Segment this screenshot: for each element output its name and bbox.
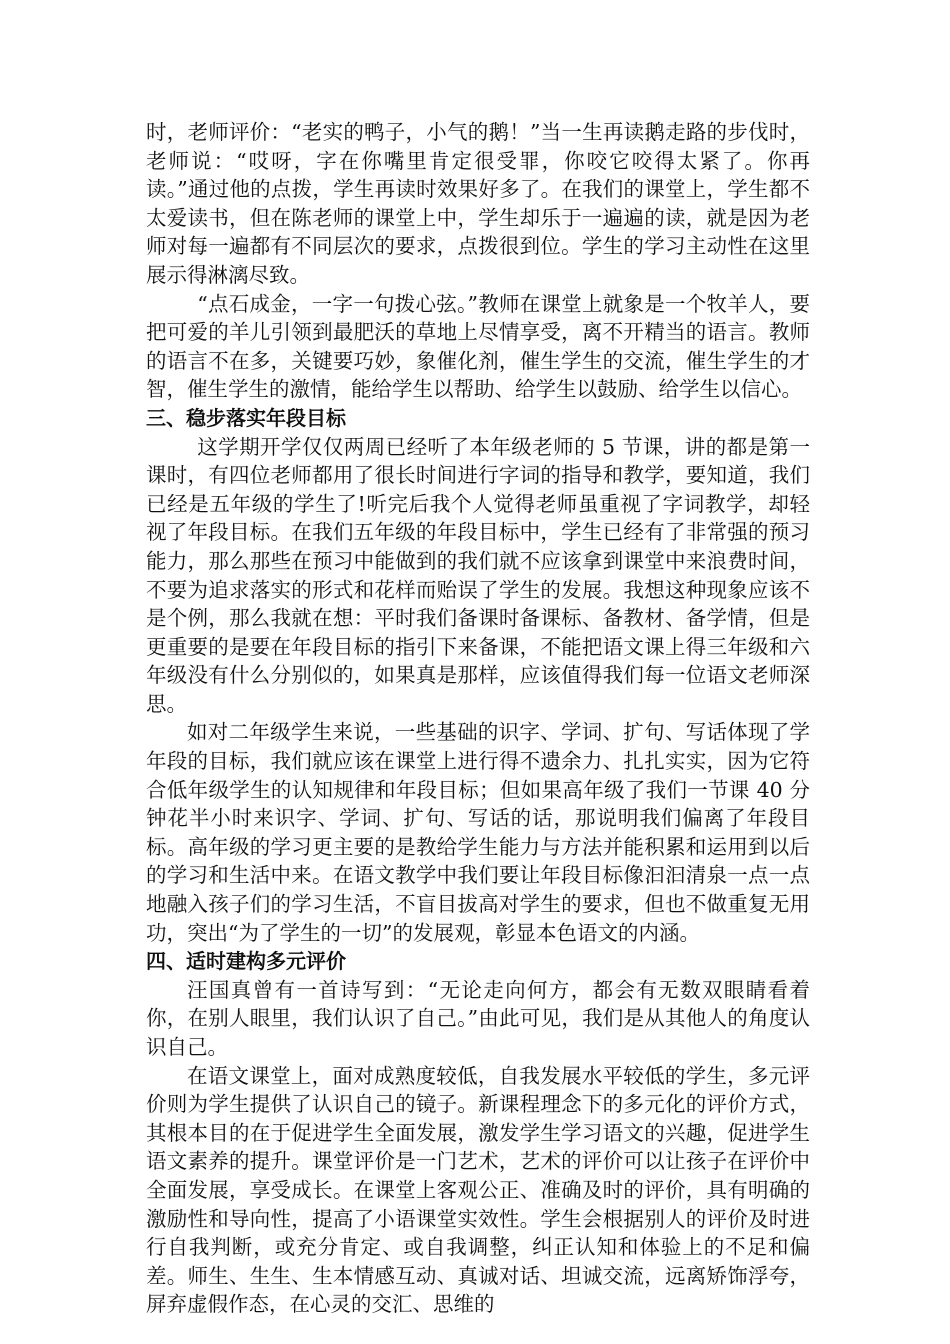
document-body: [146, 118, 810, 1319]
section-heading-3: 三、稳步落实年段目标: [146, 405, 346, 430]
paragraph-1: 时，老师评价：“老实的鸭子，小气的鹅！”当一生再读鹅走路的步伐时，老师说：“哎呀，字在你嘴里肯定很受罪，你咬它咬得太紧了。你再读。”通过他的点拨，学生再读时效果好多了。在我们的课堂上，学生都不太爱读书，但在陈老师的课堂上中，学生却乐于一遍遍的读，就是因为老师对每一遍都有不同层次的要求，点拨很到位。学生的学习主动性在这里展示得淋漓尽致。: [146, 120, 810, 287]
paragraph-5: 汪国真曾有一首诗写到：“无论走向何方，都会有无数双眼睛看着你，在别人眼里，我们认识了自己。”由此可见，我们是从其他人的角度认识自己。: [146, 977, 810, 1059]
paragraph-4: 如对二年级学生来说，一些基础的识字、学词、扩句、写话体现了学年段的目标，我们就应该在课堂上进行得不遗余力、扎扎实实，因为它符合低年级学生的认知规律和年段目标；但如果高年级了我们一节课 40 分钟花半小时来识字、学词、扩句、写话的话，那说明我们偏离了年段目标。高年级的学习更主要的是教给学生能力与方法并能积累和运用到以后的学习和生活中来。在语文教学中我们要让年段目标像汩汩清泉一点一点地融入孩子们的学习生活，不盲目拔高对学生的要求，但也不做重复无用功，突出“为了学生的一切”的发展观，彰显本色语文的内涵。: [146, 720, 810, 945]
paragraph-2: “点石成金，一字一句拨心弦。”教师在课堂上就象是一个牧羊人，要把可爱的羊儿引领到最肥沃的草地上尽情享受，离不开精当的语言。教师的语言不在多，关键要巧妙，象催化剂，催生学生的交流，催生学生的才智，催生学生的激情，能给学生以帮助、给学生以鼓励、给学生以信心。: [146, 291, 810, 402]
paragraph-6: 在语文课堂上，面对成熟度较低，自我发展水平较低的学生，多元评价则为学生提供了认识自己的镜子。新课程理念下的多元化的评价方式，其根本目的在于促进学生全面发展，激发学生学习语文的兴趣，促进学生语文素养的提升。课堂评价是一门艺术，艺术的评价可以让孩子在评价中全面发展，享受成长。在课堂上客观公正、准确及时的评价，具有明确的激励性和导向性，提高了小语课堂实效性。学生会根据别人的评价及时进行自我判断，或充分肯定、或自我调整，纠正认知和体验上的不足和偏差。师生、生生、生本情感互动、真诚对话、坦诚交流，远离矫饰浮夸，屏弃虚假作态，在心灵的交汇、思维的: [146, 1063, 810, 1317]
paragraph-3: 这学期开学仅仅两周已经听了本年级老师的 5 节课，讲的都是第一课时，有四位老师都用了很长时间进行字词的指导和教学，要知道，我们已经是五年级的学生了!听完后我个人觉得老师虽重视了字词教学，却轻视了年段目标。在我们五年级的年段目标中，学生已经有了非常强的预习能力，那么那些在预习中能做到的我们就不应该拿到课堂中来浪费时间，不要为追求落实的形式和花样而贻误了学生的发展。我想这种现象应该不是个例，那么我就在想：平时我们备课时备课标、备教材、备学情，但是更重要的是要在年段目标的指引下来备课，不能把语文课上得三年级和六年级没有什么分别似的，如果真是那样，应该值得我们每一位语文老师深思。: [146, 434, 810, 716]
section-heading-4: 四、适时建构多元评价: [146, 949, 346, 974]
